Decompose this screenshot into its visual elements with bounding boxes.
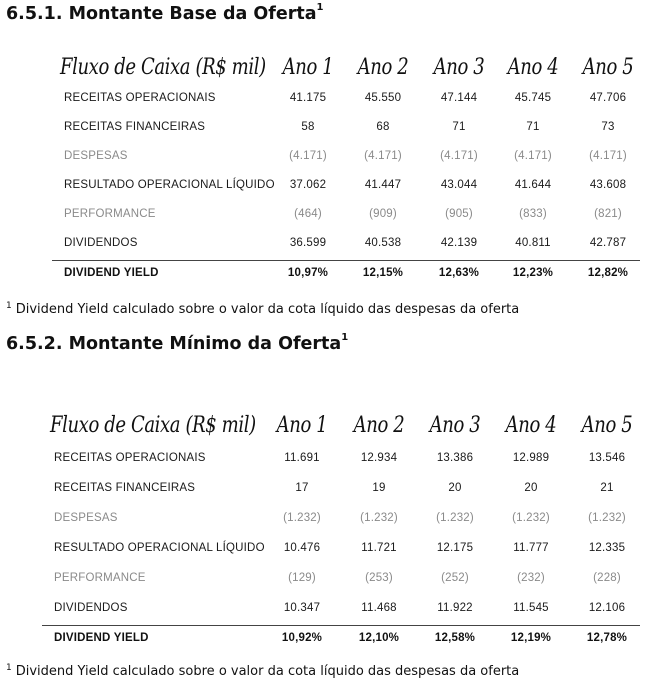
footnote-text: Dividend Yield calculado sobre o valor da cota líquido das despesas da oferta: [15, 302, 520, 317]
row-label: DIVIDEND YIELD: [64, 267, 159, 279]
row-value: 12,58%: [434, 632, 476, 644]
row-value: 43.608: [589, 179, 627, 191]
row-value: 37.062: [289, 179, 327, 191]
table-row: [0, 569, 660, 589]
table-row: [0, 539, 660, 559]
table-divider: [52, 260, 640, 261]
row-value: 68: [376, 121, 390, 133]
table-row: [0, 205, 660, 225]
year-header: Ano 4: [505, 413, 557, 438]
year-header: Ano 1: [282, 55, 334, 80]
row-value: (821): [594, 208, 622, 220]
row-value: (252): [441, 572, 469, 584]
row-value: 17: [295, 482, 309, 494]
footnote-text: Dividend Yield calculado sobre o valor da cota líquido das despesas da oferta: [15, 664, 520, 679]
row-value: 19: [372, 482, 386, 494]
row-value: 41.447: [364, 179, 402, 191]
dividend-yield-row: [0, 629, 660, 649]
row-value: 20: [524, 482, 538, 494]
row-value: 12.934: [360, 452, 398, 464]
row-value: 12,63%: [438, 267, 480, 279]
row-value: 12,15%: [362, 267, 404, 279]
row-label: DESPESAS: [64, 150, 128, 162]
row-value: 12,82%: [587, 267, 629, 279]
row-value: 42.139: [440, 237, 478, 249]
row-value: (4.171): [289, 150, 327, 162]
heading-text: 6.5.2. Montante Mínimo da Oferta: [6, 334, 342, 354]
year-header: Ano 5: [582, 55, 634, 80]
row-value: 73: [601, 121, 615, 133]
table-row: [0, 234, 660, 254]
row-value: 11.777: [513, 542, 549, 554]
row-value: 10.476: [283, 542, 321, 554]
row-label: PERFORMANCE: [64, 208, 156, 220]
row-value: 10.347: [283, 602, 321, 614]
row-value: (1.232): [360, 512, 398, 524]
year-header: Ano 4: [507, 55, 559, 80]
row-value: 40.811: [515, 237, 551, 249]
row-value: (4.171): [440, 150, 478, 162]
footnote-sup: 1: [6, 662, 12, 673]
heading-sup: 1: [341, 332, 349, 344]
row-value: 12.175: [436, 542, 474, 554]
row-value: (1.232): [588, 512, 626, 524]
row-value: 71: [526, 121, 540, 133]
row-value: 12,78%: [586, 632, 628, 644]
row-value: 12.335: [588, 542, 626, 554]
footnote-minimo: [6, 664, 519, 679]
footnote-base: [6, 302, 519, 317]
row-value: (228): [593, 572, 621, 584]
dividend-yield-row: [0, 264, 660, 284]
year-header: Ano 5: [581, 413, 633, 438]
row-label: PERFORMANCE: [54, 572, 146, 584]
table-row: [0, 449, 660, 469]
row-value: 58: [301, 121, 315, 133]
row-value: 20: [448, 482, 462, 494]
row-value: (253): [365, 572, 393, 584]
row-value: 45.745: [514, 92, 552, 104]
row-label: DIVIDENDOS: [64, 237, 138, 249]
row-value: 12,19%: [510, 632, 552, 644]
row-value: 21: [600, 482, 614, 494]
row-value: (1.232): [512, 512, 550, 524]
row-value: (4.171): [364, 150, 402, 162]
row-value: 42.787: [589, 237, 627, 249]
row-value: 41.175: [289, 92, 327, 104]
row-value: 10,92%: [281, 632, 323, 644]
row-label: RESULTADO OPERACIONAL LÍQUIDO: [54, 542, 265, 554]
row-value: 10,97%: [287, 267, 329, 279]
row-value: (129): [288, 572, 316, 584]
table-title: Fluxo de Caixa (R$ mil): [50, 413, 256, 438]
table-row: [0, 509, 660, 529]
section-heading-base: [6, 4, 324, 24]
row-value: 43.044: [440, 179, 478, 191]
row-value: 12,10%: [358, 632, 400, 644]
row-value: 13.386: [436, 452, 474, 464]
row-value: 40.538: [364, 237, 402, 249]
row-value: (833): [519, 208, 547, 220]
row-value: 47.706: [589, 92, 627, 104]
row-value: 11.721: [361, 542, 397, 554]
row-label: RECEITAS FINANCEIRAS: [64, 121, 206, 133]
row-value: (1.232): [436, 512, 474, 524]
year-header: Ano 3: [433, 55, 485, 80]
row-label: RECEITAS FINANCEIRAS: [54, 482, 196, 494]
table-row: [0, 176, 660, 196]
row-value: 47.144: [440, 92, 478, 104]
row-value: (464): [294, 208, 322, 220]
footnote-sup: 1: [6, 300, 12, 311]
row-value: 13.546: [588, 452, 626, 464]
year-header: Ano 1: [276, 413, 328, 438]
year-header: Ano 2: [357, 55, 409, 80]
row-value: (4.171): [514, 150, 552, 162]
row-value: 11.468: [361, 602, 397, 614]
heading-sup: 1: [316, 2, 324, 14]
row-label: RECEITAS OPERACIONAIS: [54, 452, 206, 464]
row-value: 36.599: [289, 237, 327, 249]
table-row: [0, 479, 660, 499]
row-value: 12.106: [588, 602, 626, 614]
table-row: [0, 118, 660, 138]
row-value: 11.545: [513, 602, 549, 614]
heading-text: 6.5.1. Montante Base da Oferta: [6, 4, 317, 24]
table-row: [0, 147, 660, 167]
row-value: 12,23%: [512, 267, 554, 279]
row-label: DIVIDENDOS: [54, 602, 128, 614]
row-value: 45.550: [364, 92, 402, 104]
row-label: RESULTADO OPERACIONAL LÍQUIDO: [64, 179, 275, 191]
section-heading-minimo: [6, 334, 348, 354]
row-value: (232): [517, 572, 545, 584]
row-value: 71: [452, 121, 466, 133]
row-value: (4.171): [589, 150, 627, 162]
row-value: (909): [369, 208, 397, 220]
row-label: DESPESAS: [54, 512, 118, 524]
row-value: 41.644: [514, 179, 552, 191]
row-value: (905): [445, 208, 473, 220]
year-header: Ano 2: [353, 413, 405, 438]
row-label: RECEITAS OPERACIONAIS: [64, 92, 216, 104]
row-value: (1.232): [283, 512, 321, 524]
row-value: 11.691: [284, 452, 320, 464]
table-row: [0, 599, 660, 619]
table-title: Fluxo de Caixa (R$ mil): [60, 55, 266, 80]
table-row: [0, 89, 660, 109]
year-header: Ano 3: [429, 413, 481, 438]
row-value: 11.922: [437, 602, 473, 614]
table-divider: [42, 625, 640, 626]
row-label: DIVIDEND YIELD: [54, 632, 149, 644]
row-value: 12.989: [512, 452, 550, 464]
